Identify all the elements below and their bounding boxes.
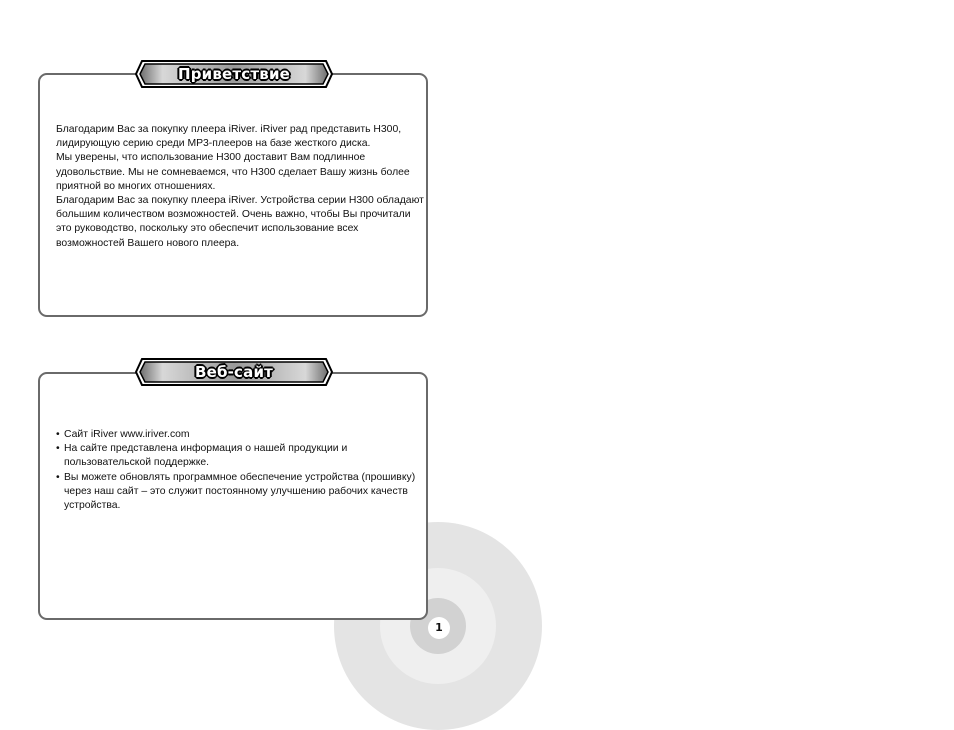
bullet-text: Сайт iRiver www.iriver.com <box>64 429 190 440</box>
bullet-icon: • <box>56 429 60 440</box>
bullet-text: На сайте представлена информация о нашей продукции и пользовательской поддержке. <box>64 443 348 469</box>
list-item <box>56 428 428 442</box>
bullet-text: Вы можете обновлять программное обеспечение устройства (прошивку) через наш сайт – это служит постоянному улучшению рабочих качеств устройства. <box>64 471 416 512</box>
greeting-title: Приветствие <box>177 65 291 83</box>
greeting-box <box>38 73 428 317</box>
website-title: Веб-сайт <box>194 363 274 381</box>
greeting-paragraph: Мы уверены, что использование H300 доставит Вам подлинное удовольствие. Мы не сомневаемся, что H300 сделает Вашу жизнь более приятной во многих отношениях. <box>56 152 410 192</box>
bullet-icon: • <box>56 471 60 483</box>
website-banner <box>134 355 334 389</box>
greeting-banner <box>134 57 334 91</box>
greeting-content <box>56 123 424 251</box>
list-item <box>56 471 428 514</box>
list-item <box>56 442 428 470</box>
greeting-paragraph: Благодарим Вас за покупку плеера iRiver. Устройства серии H300 обладают большим количеством возможностей. Очень важно, чтобы Вы прочитали это руководство, поскольку это обеспечит использование всех возможностей Вашего нового плеера. <box>56 195 424 249</box>
website-bullet-list <box>56 428 428 513</box>
bullet-icon: • <box>56 443 60 455</box>
website-box <box>38 372 428 620</box>
website-content <box>56 428 428 513</box>
page-number: 1 <box>428 617 450 639</box>
greeting-paragraph: Благодарим Вас за покупку плеера iRiver. iRiver рад представить H300, лидирующую серию среди MP3-плееров на базе жесткого диска. <box>56 124 402 150</box>
